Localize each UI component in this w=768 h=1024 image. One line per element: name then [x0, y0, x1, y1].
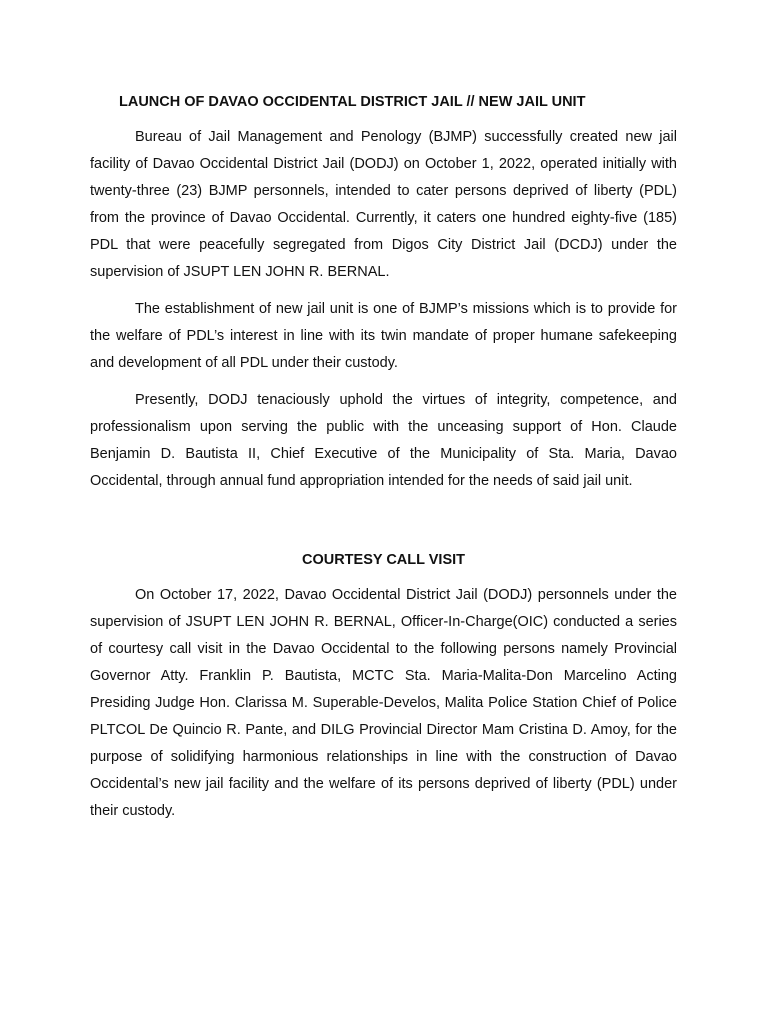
paragraph-launch-2: The establishment of new jail unit is one of BJMP’s missions which is to provide for the welfare of PDL’s interest in line with its twin mandate of proper humane safekeeping and development of all PDL under their custody. — [90, 301, 677, 371]
section-title-launch: LAUNCH OF DAVAO OCCIDENTAL DISTRICT JAIL // NEW JAIL UNIT — [119, 94, 586, 110]
paragraph-launch-3: Presently, DODJ tenaciously uphold the virtues of integrity, competence, and professionalism upon serving the public with the unceasing support of Hon. Claude Benjamin D. Bautista II, Chief Executive of the Municipality of Sta. Maria, Davao Occidental, through annual fund appropriation intended for the needs of said jail unit. — [90, 392, 677, 489]
document-page — [90, 90, 677, 835]
paragraph-courtesy-call-1: On October 17, 2022, Davao Occidental District Jail (DODJ) personnels under the supervision of JSUPT LEN JOHN R. BERNAL, Officer-In-Charge(OIC) conducted a series of courtesy call visit in the Davao Occidental to the following persons namely Provincial Governor Atty. Franklin P. Bautista, MCTC Sta. Maria-Malita-Don Marcelino Acting Presiding Judge Hon. Clarissa M. Superable-Develos, Malita Police Station Chief of Police PLTCOL De Quincio R. Pante, and DILG Provincial Director Mam Cristina D. Amoy, for the purpose of solidifying harmonious relationships in line with the construction of Davao Occidental’s new jail facility and the welfare of its persons deprived of liberty (PDL) under their custody. — [90, 587, 677, 819]
paragraph-launch-1: Bureau of Jail Management and Penology (BJMP) successfully created new jail facility of Davao Occidental District Jail (DODJ) on October 1, 2022, operated initially with twenty-three (23) BJMP personnels, intended to cater persons deprived of liberty (PDL) from the province of Davao Occidental. Currently, it caters one hundred eighty-five (185) PDL that were peacefully segregated from Digos City District Jail (DCDJ) under the supervision of JSUPT LEN JOHN R. BERNAL. — [90, 129, 677, 280]
section-spacer — [90, 505, 677, 548]
section-title-courtesy-call: COURTESY CALL VISIT — [301, 552, 465, 568]
